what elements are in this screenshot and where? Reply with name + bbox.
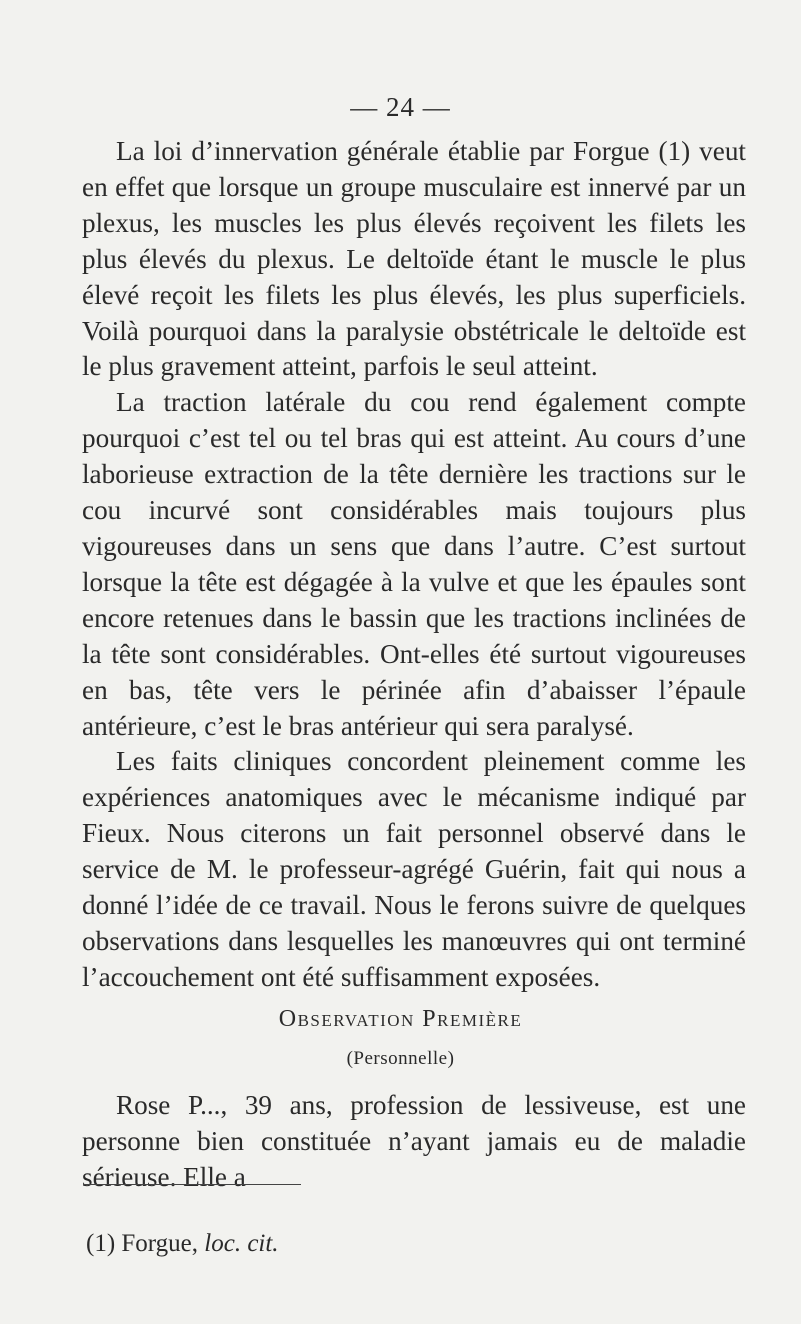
footnote-divider xyxy=(84,1184,301,1185)
footnote xyxy=(86,1230,279,1258)
paragraph-innervation: La loi d’innervation générale établie par Forgue (1) veut en effet que lorsque un groupe musculaire est innervé par un plexus, les muscles les plus élevés reçoivent les filets les plus élevés du plexus. Le deltoïde étant le muscle le plus élevé reçoit les filets les plus élevés, les plus superficiels. Voilà pourquoi dans la paralysie obstétricale le deltoïde est le plus gravement atteint, parfois le seul atteint. xyxy=(82,136,746,382)
footnote-reference: loc. cit. xyxy=(204,1230,279,1257)
paragraph-clinical-facts: Les faits cliniques concordent pleinement comme les expériences anatomiques avec le mécanisme indiqué par Fieux. Nous citerons un fait personnel observé dans le service de M. le professeur-agrégé Guérin, fait qui nous a donné l’idée de ce travail. Nous le ferons suivre de quelques observations dans lesquelles les manœuvres qui ont terminé l’accouchement ont été suffisamment exposées. xyxy=(82,746,746,992)
observation-title: Observation Première xyxy=(278,1006,523,1032)
main-text xyxy=(82,134,746,996)
footnote-marker: (1) Forgue, xyxy=(86,1230,199,1257)
observation-text-block xyxy=(82,1088,746,1196)
page-number: — 24 — xyxy=(350,92,451,122)
observation-paragraph: Rose P..., 39 ans, profession de lessiveuse, est une personne bien constituée n’ayant jamais eu de maladie sérieuse. Elle a xyxy=(82,1090,746,1192)
observation-subtitle: (Personnelle) xyxy=(346,1048,455,1069)
paragraph-lateral-traction: La traction latérale du cou rend également compte pourquoi c’est tel ou tel bras qui est atteint. Au cours d’une laborieuse extraction de la tête dernière les tractions sur le cou incurvé sont considérables mais toujours plus vigoureuses dans un sens que dans l’autre. C’est surtout lorsque la tête est dégagée à la vulve et que les épaules sont encore retenues dans le bassin que les tractions inclinées de la tête sont considérables. Ont-elles été surtout vigoureuses en bas, tête vers le périnée afin d’abaisser l’épaule antérieure, c’est le bras antérieur qui sera paralysé. xyxy=(82,387,746,741)
